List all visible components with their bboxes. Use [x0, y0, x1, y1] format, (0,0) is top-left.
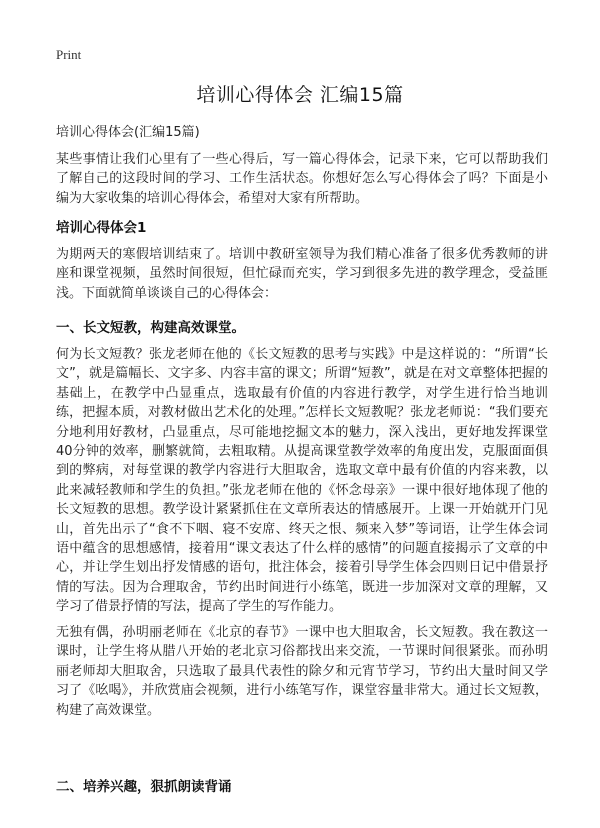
- print-link[interactable]: Print: [56, 47, 82, 62]
- section-title: 培训心得体会1: [56, 220, 147, 236]
- heading-1: 一、长文短教，构建高效课堂。: [56, 320, 245, 336]
- paragraph-1: 为期两天的寒假培训结束了。培训中教研室领导为我们精心准备了很多优秀教师的讲座和课堂视频，虽然时间很短，但忙碌而充实，学习到很多先进的教学理念，受益匪浅。下面就简单谈谈自己的心得体会：: [56, 247, 548, 301]
- heading-2: 二、培养兴趣，狠抓朗读背诵: [56, 779, 232, 795]
- intro-paragraph: 某些事情让我们心里有了一些心得后，写一篇心得体会，记录下来，它可以帮助我们了解自己的这段时间的学习、工作生活状态。你想好怎么写心得体会了吗？下面是小编为大家收集的培训心得体会，希望对大家有所帮助。: [56, 152, 548, 206]
- document-title: 培训心得体会 汇编15篇: [196, 84, 404, 106]
- paragraph-2: 何为长文短教？张龙老师在他的《长文短教的思考与实践》中是这样说的：“所谓“长文”，就是篇幅长、文字多、内容丰富的课文；所谓“短教”，就是在对文章整体把握的基础上，在教学中凸显重点，选取最有价值的内容进行教学，对学生进行恰当地训练，把握本质，对教材做出艺术化的处理。”怎样长文短教呢？张龙老师说：“我们要充分地利用好教材，凸显重点，尽可能地挖掘文本的魅力，深入浅出，更好地发挥课堂40分钟的效率，删繁就简，去粗取精。从提高课堂教学效率的角度出发，克服面面俱到的弊病，对每堂课的教学内容进行大胆取舍，选取文章中最有价值的内容来教，以此来减轻教师和学生的负担。”张龙老师在他的《怀念母亲》一课中很好地体现了他的长文短教的思想。教学设计紧紧抓住在文章所表达的情感展开。上课一开始就开门见山，首先出示了“食不下咽、寝不安席、终天之恨、频来入梦”等词语，让学生体会词语中蕴含的思想感情，接着用“课文表达了什么样的感情”的问题直接揭示了文章的中心，并让学生划出抒发情感的语句，批注体会，接着引导学生体会四则日记中借景抒情的写法。因为合理取舍，节约出时间进行小练笔，既进一步加深对文章的理解，又学习了借景抒情的写法，提高了学生的写作能力。: [56, 347, 548, 615]
- document-subtitle: 培训心得体会(汇编15篇): [56, 125, 200, 140]
- paragraph-3: 无独有偶，孙明丽老师在《北京的春节》一课中也大胆取舍，长文短教。我在教这一课时，让学生将从腊八开始的老北京习俗都找出来交流，一节课时间很紧张。而孙明丽老师却大胆取舍，只选取了最具代表性的除夕和元宵节学习，节约出大量时间又学习了《吆喝》，并欣赏庙会视频，进行小练笔写作，课堂容量非常大。通过长文短教，构建了高效课堂。: [56, 625, 548, 718]
